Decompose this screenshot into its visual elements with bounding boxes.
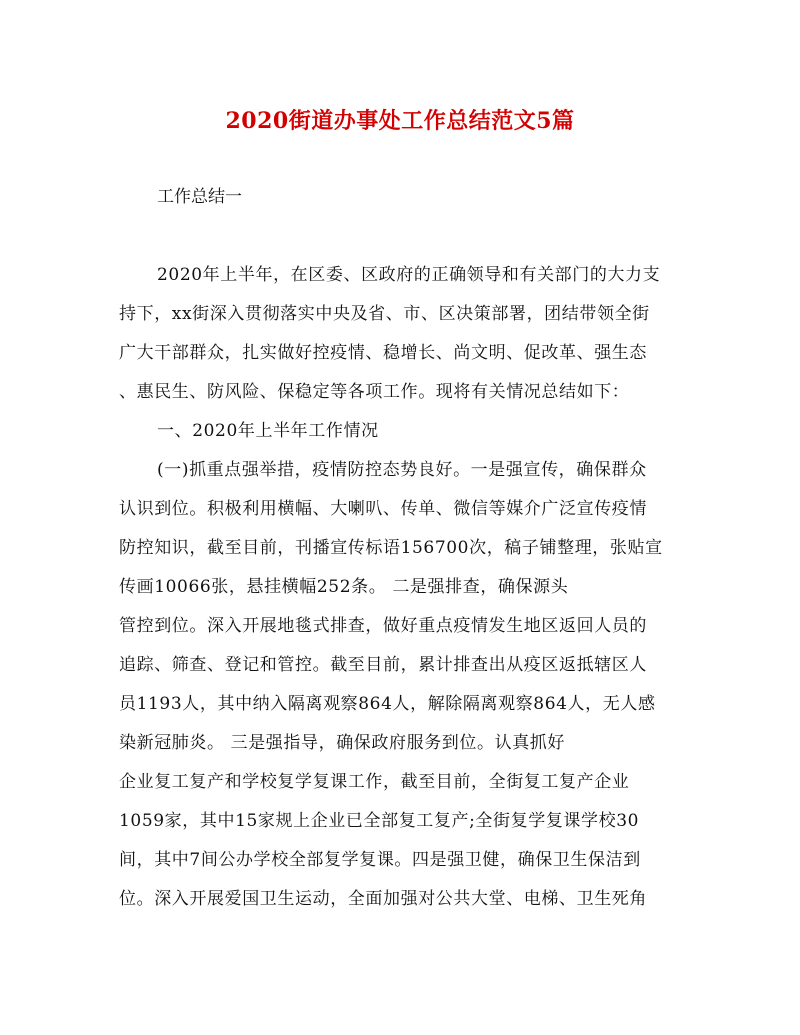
body-line: 、惠民生、防风险、保稳定等各项工作。现将有关情况总结如下： — [119, 382, 630, 402]
section-label: 工作总结一 — [157, 187, 242, 207]
body-line: 位。深入开展爱国卫生运动，全面加强对公共大堂、电梯、卫生死角 — [119, 889, 647, 909]
body-line: 间，其中7间公办学校全部复学复课。四是强卫健，确保卫生保洁到 — [119, 850, 641, 870]
body-line: 2020年上半年，在区委、区政府的正确领导和有关部门的大力支 — [157, 265, 661, 285]
body-line: (一)抓重点强举措，疫情防控态势良好。一是强宣传，确保群众 — [157, 460, 647, 480]
body-line: 广大干部群众，扎实做好控疫情、稳增长、尚文明、促改革、强生态 — [119, 343, 647, 363]
body-line: 认识到位。积极利用横幅、大喇叭、传单、微信等媒介广泛宣传疫情 — [119, 499, 647, 519]
body-line: 防控知识，截至目前，刊播宣传标语156700次，稿子铺整理，张贴宣 — [119, 538, 663, 558]
body-line: 染新冠肺炎。 三是强指导，确保政府服务到位。认真抓好 — [119, 733, 566, 753]
subsection-heading: 一、2020年上半年工作情况 — [157, 421, 379, 441]
document-title: 2020街道办事处工作总结范文5篇 — [225, 108, 575, 134]
body-line: 传画10066张，悬挂横幅252条。 二是强排查，确保源头 — [119, 577, 569, 597]
body-line: 持下，xx街深入贯彻落实中央及省、市、区决策部署，团结带领全街 — [119, 304, 650, 324]
body-line: 1059家，其中15家规上企业已全部复工复产;全街复学复课学校30 — [119, 811, 640, 831]
body-line: 企业复工复产和学校复学复课工作，截至目前，全街复工复产企业 — [119, 772, 630, 792]
body-line: 追踪、筛查、登记和管控。截至目前，累计排查出从疫区返抵辖区人 — [119, 655, 647, 675]
body-line: 员1193人，其中纳入隔离观察864人，解除隔离观察864人，无人感 — [119, 694, 656, 714]
body-line: 管控到位。深入开展地毯式排查，做好重点疫情发生地区返回人员的 — [119, 616, 647, 636]
